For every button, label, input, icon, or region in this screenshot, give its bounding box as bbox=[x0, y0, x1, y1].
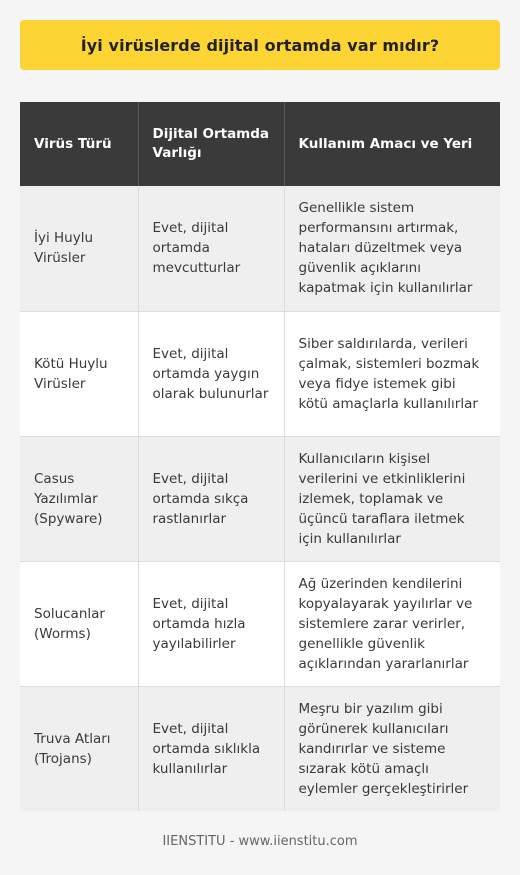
table-row bbox=[20, 311, 500, 436]
table-header bbox=[20, 102, 500, 186]
header-row bbox=[20, 102, 500, 186]
table-container bbox=[20, 102, 500, 811]
cell-digital-presence: Evet, dijital ortamda sıklıkla kullanılırlar bbox=[138, 686, 284, 811]
cell-virus-type: Truva Atları (Trojans) bbox=[20, 686, 138, 811]
cell-usage-purpose: Meşru bir yazılım gibi görünerek kullanıcıları kandırırlar ve sisteme sızarak kötü amaçlı eylemler gerçekleştirirler bbox=[284, 686, 500, 811]
footer-credit: IIENSTITU - www.iienstitu.com bbox=[162, 834, 358, 849]
cell-virus-type: İyi Huylu Virüsler bbox=[20, 186, 138, 311]
table-row bbox=[20, 436, 500, 561]
header-digital-presence: Dijital Ortamda Varlığı bbox=[138, 102, 284, 186]
cell-usage-purpose: Kullanıcıların kişisel verilerini ve etkinliklerini izlemek, toplamak ve üçüncü taraflara iletmek için kullanılırlar bbox=[284, 436, 500, 561]
table-row bbox=[20, 561, 500, 686]
cell-usage-purpose: Ağ üzerinden kendilerini kopyalayarak yayılırlar ve sistemlere zarar verirler, genellikle güvenlik açıklarından yararlanırlar bbox=[284, 561, 500, 686]
page-title: İyi virüslerde dijital ortamda var mıdır? bbox=[80, 35, 440, 55]
title-banner bbox=[20, 20, 500, 70]
virus-table bbox=[20, 102, 500, 811]
cell-usage-purpose: Siber saldırılarda, verileri çalmak, sistemleri bozmak veya fidye istemek gibi kötü amaçlarla kullanılırlar bbox=[284, 311, 500, 436]
cell-digital-presence: Evet, dijital ortamda hızla yayılabilirler bbox=[138, 561, 284, 686]
cell-digital-presence: Evet, dijital ortamda yaygın olarak bulunurlar bbox=[138, 311, 284, 436]
table-row bbox=[20, 686, 500, 811]
cell-virus-type: Casus Yazılımlar (Spyware) bbox=[20, 436, 138, 561]
header-virus-type: Virüs Türü bbox=[20, 102, 138, 186]
cell-usage-purpose: Genellikle sistem performansını artırmak, hataları düzeltmek veya güvenlik açıklarını kapatmak için kullanılırlar bbox=[284, 186, 500, 311]
header-usage-purpose: Kullanım Amacı ve Yeri bbox=[284, 102, 500, 186]
cell-virus-type: Kötü Huylu Virüsler bbox=[20, 311, 138, 436]
cell-virus-type: Solucanlar (Worms) bbox=[20, 561, 138, 686]
cell-digital-presence: Evet, dijital ortamda mevcutturlar bbox=[138, 186, 284, 311]
table-row bbox=[20, 186, 500, 311]
table-body bbox=[20, 186, 500, 811]
cell-digital-presence: Evet, dijital ortamda sıkça rastlanırlar bbox=[138, 436, 284, 561]
